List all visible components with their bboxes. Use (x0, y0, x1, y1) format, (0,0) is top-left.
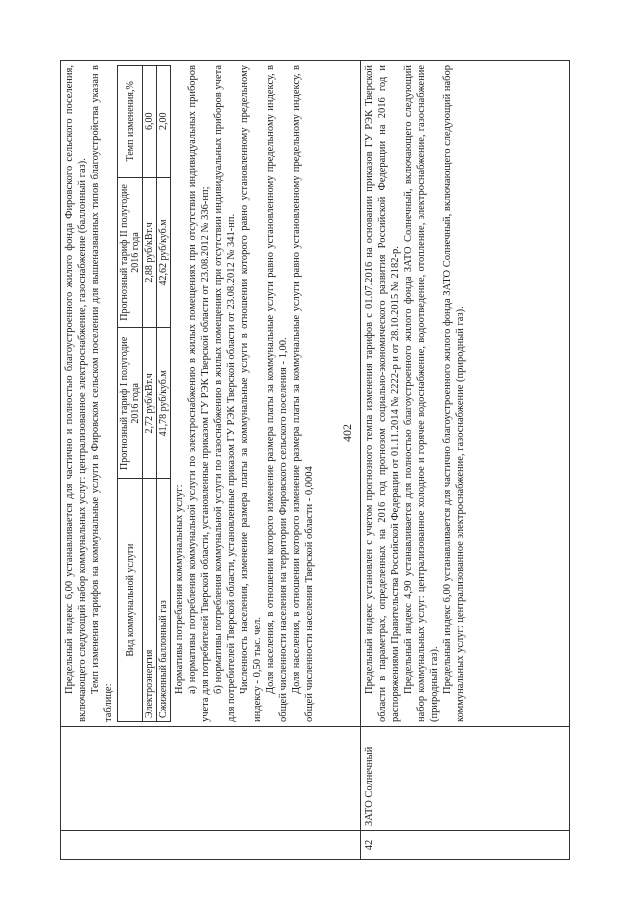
table-row (157, 66, 171, 722)
paragraph: б) нормативы потребления коммунальной услуги по газоснабжению в жилых помещениях при отсутствии индивидуальных приборов учета для потребителей Тверской области, установленные приказом ГУ РЭК Тверской области от 23.08.2012 № 341-нп. (213, 65, 237, 722)
service-cell: Сжиженный баллонный газ (157, 479, 171, 722)
paragraph: Предельный индекс 4,90 устанавливается для полностью благоустроенного жилого фонда ЗАТО Солнечный, включающего следующий набор коммунальных услуг: централизованное холодное и горячее водоснабжение, водоотведение, отопление, электроснабжение, газоснабжение (природный газ). (403, 65, 440, 722)
paragraph: Доля населения, в отношении которого изменение размера платы за коммунальные услуги равно установленному предельному индексу, в общей численности населения Тверской области - 0,0004 (291, 65, 315, 722)
tariff-h2-cell: 2,88 руб/кВт.ч (143, 177, 157, 328)
description-cell (361, 61, 570, 727)
column-header: Прогнозный тариф I полугодие 2016 года (118, 328, 143, 479)
paragraph: а) нормативы потребления коммунальной услуги по электроснабжению в жилых помещениях при отсутствии индивидуальных приборов учета для потребителей Тверской области, установленные приказом ГУ РЭК Тверской области от 23.08.2012 № 336-нп; (187, 65, 211, 722)
page-number: 402 (340, 424, 354, 442)
main-table (60, 60, 570, 860)
row-number-cell (61, 831, 361, 860)
rate-cell: 2,00 (157, 66, 171, 178)
rate-cell: 6,00 (143, 66, 157, 178)
tariff-h1-cell: 41,78 руб/куб.м (157, 328, 171, 479)
paragraph: Нормативы потребления коммунальных услуг: (174, 484, 185, 694)
tariff-table-header (118, 66, 143, 722)
municipality-cell (61, 727, 361, 831)
column-header: Вид коммунальной услуги (118, 479, 143, 722)
column-header: Прогнозный тариф II полугодие 2016 года (118, 177, 143, 328)
column-header: Темп изменения,% (118, 66, 143, 178)
service-cell: Электроэнергия (143, 479, 157, 722)
paragraph: Предельный индекс установлен с учетом прогнозного темпа изменения тарифов с 01.07.2016 на основании приказов ГУ РЭК Тверской области в параметрах, определенных на 2016 год прогнозом социально-экономического развития Российской Федерации на 2016 год и распоряжениями Правительства Российской Федерации от 01.11.2014 № 2222-р и от 28.10.2015 № 2182-р. (364, 65, 401, 722)
municipality-cell: ЗАТО Солнечный (361, 727, 570, 831)
description-cell (61, 61, 361, 727)
rotated-document-body (60, 60, 570, 860)
row-number-cell: 42 (361, 831, 570, 860)
tariff-h2-cell: 42,62 руб/куб.м (157, 177, 171, 328)
table-row (61, 61, 361, 860)
table-row (361, 61, 570, 860)
paragraph: Предельный индекс 6,00 устанавливается для частично и полностью благоустроенного жилого фонда Фировского сельского поселения, включающего следующий набор коммунальных услуг: централизованное электроснабжение, газоснабжение (баллонный газ). (64, 65, 88, 722)
paragraph: Предельный индекс 6,00 устанавливается для частично благоустроенного жилого фонда ЗАТО Солнечный, включающего следующий набор коммунальных услуг: централизованное электроснабжение, газоснабжение (природный газ). (442, 64, 466, 722)
paragraph: Доля населения, в отношении которого изменение размера платы за коммунальные услуги равно установленному предельному индексу, в общей численности населения на территории Фировского сельского поселения - 1,00. (265, 65, 289, 722)
paragraph: Численность населения, изменение размера платы за коммунальные услуги в отношении которого равно установленному предельному индексу - 0,50 тыс. чел. (239, 65, 263, 722)
tariff-h1-cell: 2,72 руб/кВт.ч (143, 328, 157, 479)
tariff-table (117, 65, 171, 722)
table-row (143, 66, 157, 722)
paragraph: Темп изменения тарифов на коммунальные услуги в Фировском сельском поселении для вышеназванных типов благоустройства указан в таблице: (90, 65, 114, 722)
